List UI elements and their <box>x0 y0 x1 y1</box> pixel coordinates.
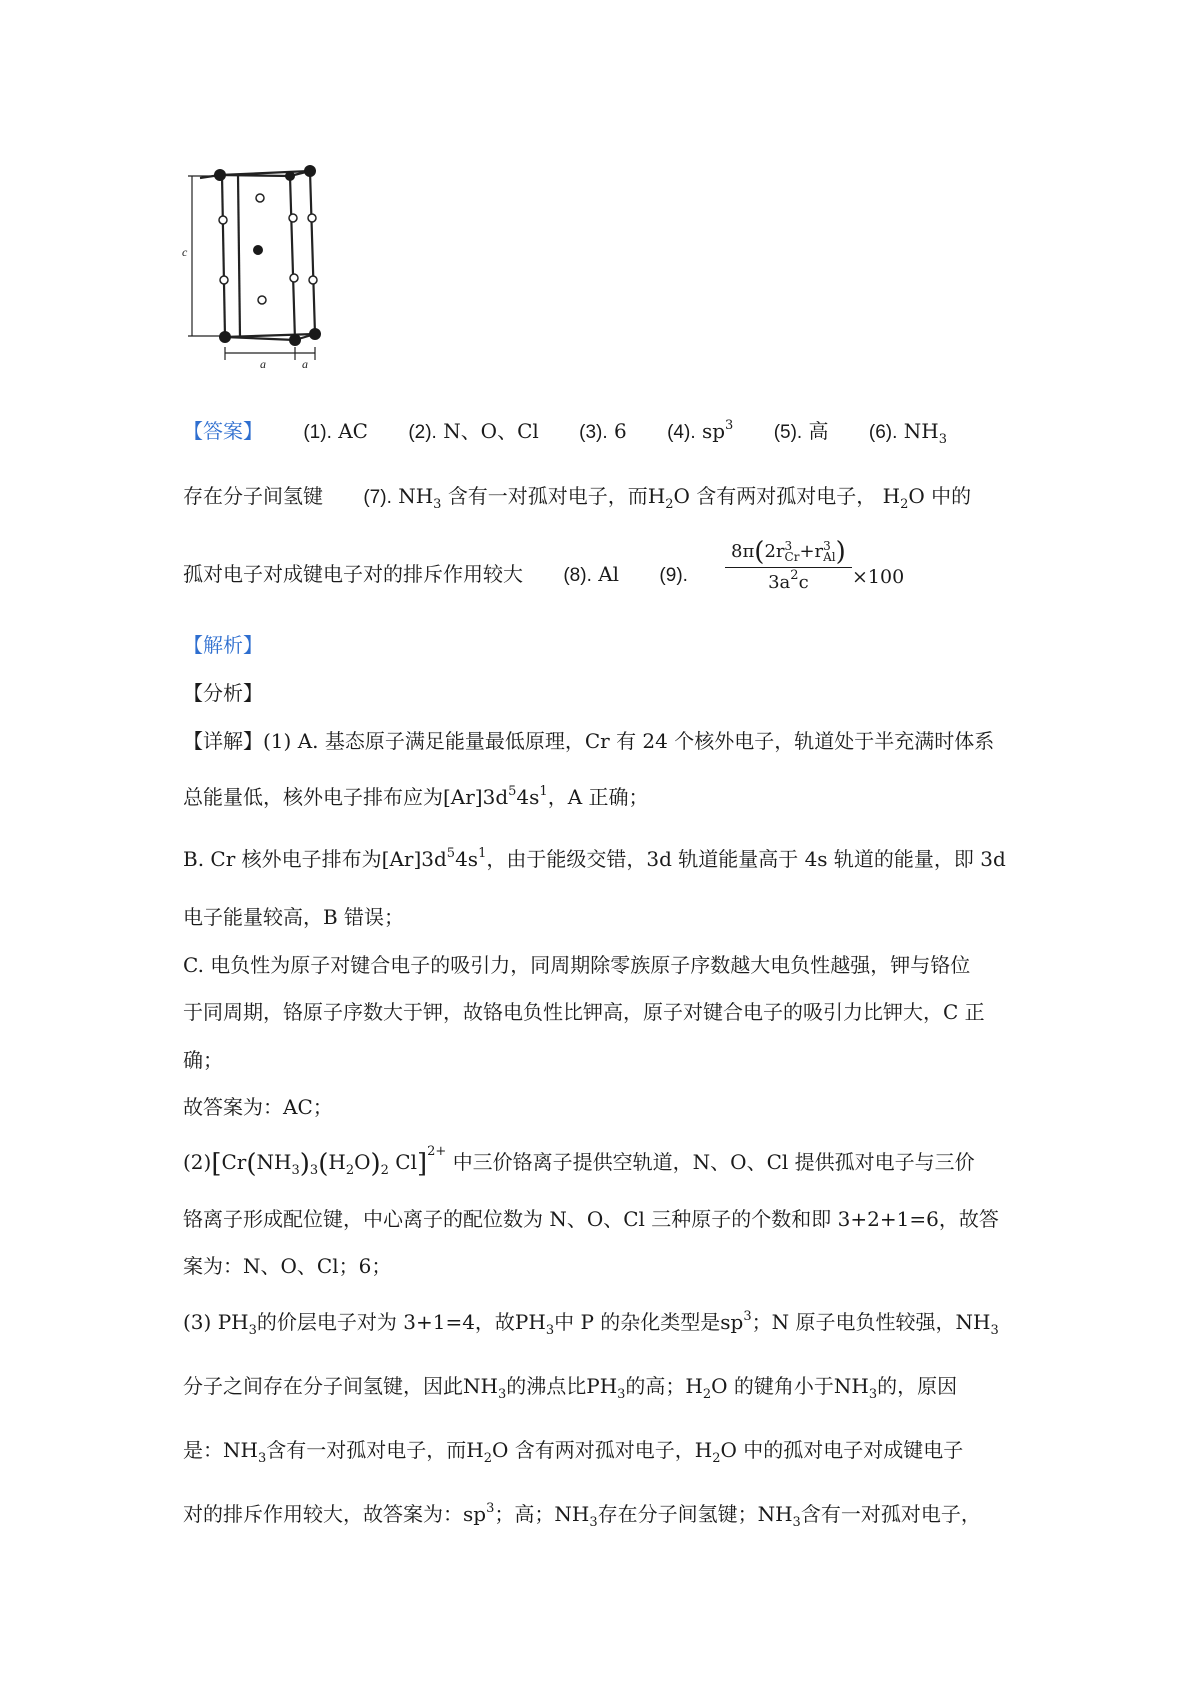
sub: 3 <box>291 1163 300 1178</box>
text: 故答案为：AC； <box>183 1095 333 1119</box>
text: 孤对电子对成键电子对的排斥作用较大 <box>183 562 523 586</box>
sup: 5 <box>508 784 517 799</box>
text: [Ar]3d <box>443 785 509 809</box>
sup: 3 <box>725 418 734 433</box>
answer-index-7: (7). <box>363 487 392 508</box>
sup: 3 <box>784 539 793 553</box>
answer-value-2: N、O、Cl <box>443 419 539 443</box>
sub: 3 <box>792 1515 801 1530</box>
text: O 中的孤对电子对成键电子 <box>720 1438 964 1462</box>
detail-line-2 <box>183 783 1028 811</box>
detail-line-4 <box>183 903 1028 931</box>
text: H <box>647 484 666 508</box>
text: NH <box>833 1374 869 1398</box>
density-formula <box>725 537 852 595</box>
sub: Al <box>823 550 836 564</box>
sub: 3 <box>617 1387 626 1402</box>
text: 4s <box>455 847 479 871</box>
detail-line-11 <box>183 1252 1028 1280</box>
text: O <box>354 1150 371 1174</box>
text: ；高； <box>494 1502 555 1526</box>
sub: 3 <box>257 1451 267 1466</box>
text: 存在分子间氢键； <box>597 1502 758 1526</box>
text: 2r <box>764 541 785 562</box>
sub: 3 <box>545 1323 555 1338</box>
answer-value-4: sp <box>701 419 726 443</box>
detail-line-6 <box>183 998 1028 1026</box>
detail-line-1 <box>183 727 1028 755</box>
text: H <box>694 1438 713 1462</box>
formula-numerator: 8π(2r 3 Cr +r 3 Al ) <box>725 540 852 568</box>
detail-line-15 <box>183 1500 1028 1528</box>
text: O 含有两对孤对电子， <box>491 1438 695 1462</box>
sub: 3 <box>589 1515 598 1530</box>
detail-line-10 <box>183 1205 1028 1233</box>
formula-times <box>852 563 972 591</box>
detail-line-8 <box>183 1093 1028 1121</box>
detail-line-9: $(2)[Cr(NH_3)_3(H_2O)_2$ Cl]$^{2+}$ 中三价铬离子提供空轨道，N、O、Cl 提供孤对电子与三价 <box>183 1144 975 1179</box>
text: NH <box>554 1502 590 1526</box>
sup: 3 <box>823 539 831 553</box>
answer-value-5: 高 <box>808 419 829 443</box>
text: NH <box>463 1374 498 1398</box>
detail-line-7 <box>183 1046 1028 1074</box>
label-c: c <box>182 245 188 259</box>
text: 中三价铬离子提供空轨道，N、O、Cl 提供孤对电子与三价 <box>452 1150 975 1174</box>
text: B. Cr 核外电子排布为 <box>183 847 382 871</box>
text: 含有一对孤对电子，而 <box>266 1438 467 1462</box>
answer-value-8: Al <box>598 562 620 586</box>
sub: 2 <box>702 1387 712 1402</box>
text: (2) <box>183 1150 212 1174</box>
text: O 中的 <box>908 484 972 508</box>
text: 的价层电子对为 3+1=4，故 <box>256 1310 515 1334</box>
sup: 1 <box>478 846 487 861</box>
answer-index-3: (3). <box>579 422 608 443</box>
answer-index-6: (6). <box>868 422 898 443</box>
text: O 的键角小于 <box>711 1374 834 1398</box>
text: NH <box>955 1310 991 1334</box>
answer-tag: 【答案】 <box>183 419 263 443</box>
text: 确； <box>183 1048 223 1072</box>
text: 4s <box>516 785 540 809</box>
text: 的高； <box>625 1374 686 1398</box>
text: 分子之间存在分子间氢键，因此 <box>183 1374 463 1398</box>
text: NH <box>256 1150 292 1174</box>
sub: 3 <box>309 1163 319 1178</box>
text: 电子能量较高，B 错误； <box>183 905 405 929</box>
text: NH <box>223 1438 258 1462</box>
answer-index-9: (9). <box>659 565 688 586</box>
sub: 3 <box>248 1323 257 1338</box>
sub: 3 <box>433 497 442 512</box>
text: ，A 正确； <box>547 785 649 809</box>
sub: 3 <box>868 1387 878 1402</box>
text: H <box>466 1438 484 1462</box>
text: 8π <box>731 541 755 562</box>
crystal-cell-figure <box>180 160 330 390</box>
text: 中 P 的杂化类型是 <box>554 1310 721 1334</box>
sub: 3 <box>990 1323 999 1338</box>
answer-index-5: (5). <box>773 422 803 443</box>
text: sp <box>463 1502 487 1526</box>
text: sp <box>720 1310 744 1334</box>
sub: 2 <box>665 497 674 512</box>
text: 于同周期，铬原子序数大于钾，故铬电负性比钾高，原子对键合电子的吸引力比钾大，C 正 <box>183 1000 985 1024</box>
sub: 2 <box>483 1451 492 1466</box>
answer-index-8: (8). <box>563 565 592 586</box>
text: H <box>328 1150 346 1174</box>
text: H <box>685 1374 703 1398</box>
sup: 2+ <box>427 1144 447 1159</box>
text: Cl <box>395 1150 417 1174</box>
sup: 2 <box>790 568 799 583</box>
text: H <box>882 484 901 508</box>
answer-line-2 <box>183 482 1028 512</box>
text: PH <box>514 1310 546 1334</box>
text: 【分析】 <box>183 681 263 705</box>
text: 存在分子间氢键 <box>183 484 323 508</box>
text: [Ar]3d <box>381 847 447 871</box>
text: 3a <box>768 572 791 593</box>
text: C. 电负性为原子对键合电子的吸引力，同周期除零族原子序数越大电负性越强，钾与铬位 <box>183 953 971 977</box>
label-a-1: a <box>260 357 266 371</box>
text: +r <box>799 541 824 562</box>
detail-line-3 <box>183 845 1028 873</box>
text: 含有一对孤对电子，而 <box>447 484 648 508</box>
sub: 2 <box>900 497 909 512</box>
text: ×100 <box>852 566 905 588</box>
text: 的，原因 <box>877 1374 958 1398</box>
answer-index-2: (2). <box>408 422 437 443</box>
analysis-subtag <box>183 679 1028 707</box>
text: NH <box>398 484 434 508</box>
detail-line-14 <box>183 1436 1028 1464</box>
text: ；N 原子电负性较强， <box>751 1310 956 1334</box>
text: 的沸点比 <box>506 1374 587 1398</box>
sub: 2 <box>712 1451 721 1466</box>
answer-value-1: AC <box>338 419 368 443</box>
text: ，由于能级交错，3d 轨道能量高于 4s 轨道的能量，即 3d <box>486 847 1006 871</box>
formula-denominator <box>725 568 852 595</box>
sub: 3 <box>938 432 947 447</box>
sub: 3 <box>497 1387 507 1402</box>
text: NH <box>757 1502 793 1526</box>
text: 含有一对孤对电子， <box>800 1502 981 1526</box>
text: 总能量低，核外电子排布应为 <box>183 785 443 809</box>
text: 【详解】 <box>183 729 263 753</box>
text: 案为：N、O、Cl；6； <box>183 1254 392 1278</box>
sub: 2 <box>345 1163 355 1178</box>
answer-value-3: 6 <box>614 419 627 443</box>
answer-index-4: (4). <box>667 422 696 443</box>
detail-line-5 <box>183 951 1028 979</box>
sub: 2 <box>380 1163 389 1178</box>
answer-value-6: NH <box>903 419 939 443</box>
detail-line-12 <box>183 1308 1028 1336</box>
text: 是： <box>183 1438 223 1462</box>
text: 【解析】 <box>183 633 263 657</box>
sub: Cr <box>784 550 800 564</box>
answer-line-1 <box>183 417 1028 447</box>
text: PH <box>586 1374 618 1398</box>
text: (3) PH <box>183 1310 249 1334</box>
label-a-2: a <box>302 357 308 371</box>
analysis-tag <box>183 631 1028 659</box>
answer-index-1: (1). <box>303 422 332 443</box>
text: c <box>798 572 809 593</box>
sup: 3 <box>743 1309 752 1324</box>
text: 对的排斥作用较大，故答案为： <box>183 1502 463 1526</box>
text: 铬离子形成配位键，中心离子的配位数为 N、O、Cl 三种原子的个数和即 3+2+1=6，故答 <box>183 1207 999 1231</box>
text: O 含有两对孤对电子， <box>673 484 877 508</box>
detail-line-13 <box>183 1372 1028 1400</box>
sup: 3 <box>486 1501 495 1516</box>
text: (1) A. 基态原子满足能量最低原理，Cr 有 24 个核外电子，轨道处于半充满时体系 <box>263 729 995 753</box>
sup: 5 <box>446 846 456 861</box>
text: Cr <box>221 1150 247 1174</box>
sup: 1 <box>539 784 548 799</box>
